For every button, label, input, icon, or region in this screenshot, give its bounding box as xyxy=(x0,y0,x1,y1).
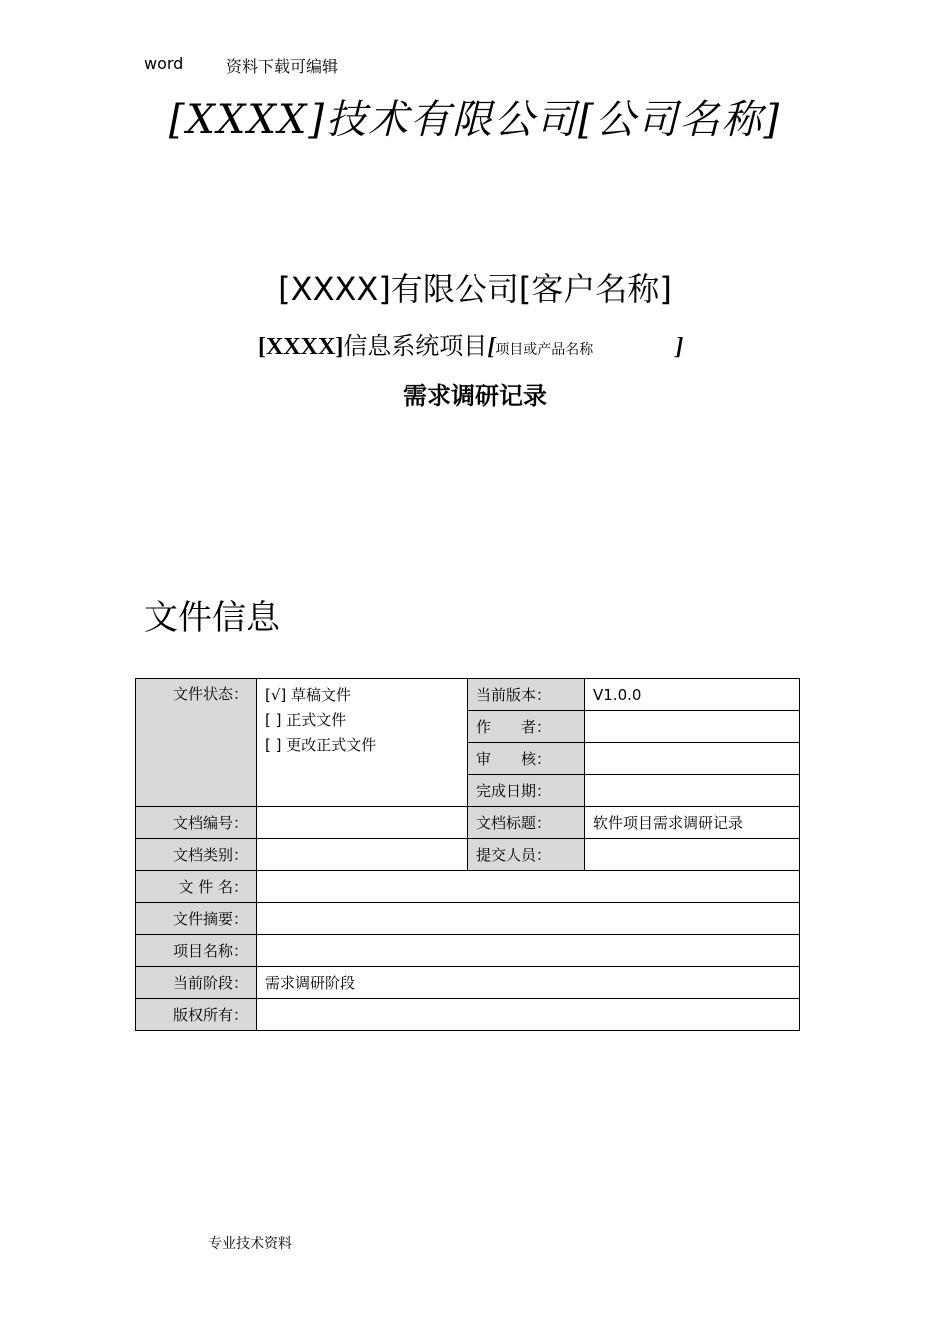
table-row xyxy=(136,903,800,935)
project-name: 项目或产品名称 xyxy=(495,342,594,358)
version-value: V1.0.0 xyxy=(585,679,800,711)
status-option-revised: [ ] 更改正式文件 xyxy=(265,736,377,754)
author-value xyxy=(585,711,800,743)
summary-value xyxy=(257,903,800,935)
table-row xyxy=(136,871,800,903)
status-option-draft: [√] 草稿文件 xyxy=(265,686,352,704)
client-title: [XXXX]有限公司[客户名称] xyxy=(278,270,672,308)
doctype-label: 文档类别： xyxy=(136,839,257,871)
doctitle-value: 软件项目需求调研记录 xyxy=(585,807,800,839)
table-row xyxy=(136,935,800,967)
document-subtitle: 需求调研记录 xyxy=(403,382,547,410)
project-close-bracket: ] xyxy=(675,334,684,360)
author-label: 作 者： xyxy=(468,711,585,743)
company-title: [XXXX]技术有限公司[公司名称] xyxy=(168,97,782,143)
project-main: 信息系统项目 xyxy=(343,332,488,360)
section-title: 文件信息 xyxy=(144,598,280,638)
date-label: 完成日期： xyxy=(468,775,585,807)
projname-value xyxy=(257,935,800,967)
copyright-label: 版权所有： xyxy=(136,999,257,1031)
table-row xyxy=(136,679,800,711)
copyright-value xyxy=(257,999,800,1031)
filename-value xyxy=(257,871,800,903)
projname-label: 项目名称： xyxy=(136,935,257,967)
stage-label: 当前阶段： xyxy=(136,967,257,999)
header-note: 资料下载可编辑 xyxy=(226,57,339,76)
doctitle-label: 文档标题： xyxy=(468,807,585,839)
status-label: 文件状态： xyxy=(136,679,257,807)
table-row xyxy=(136,807,800,839)
doctype-value xyxy=(257,839,468,871)
table-row xyxy=(136,999,800,1031)
project-prefix: [XXXX] xyxy=(258,334,344,360)
file-info-table xyxy=(135,678,800,1031)
project-title xyxy=(258,326,683,361)
table-row xyxy=(136,839,800,871)
docno-label: 文档编号： xyxy=(136,807,257,839)
docno-value xyxy=(257,807,468,839)
status-option-formal: [ ] 正式文件 xyxy=(265,711,347,729)
header-word: word xyxy=(144,54,184,73)
stage-value: 需求调研阶段 xyxy=(257,967,800,999)
project-open-bracket: [ xyxy=(487,334,496,360)
review-value xyxy=(585,743,800,775)
submitter-value xyxy=(585,839,800,871)
page-footer: 专业技术资料 xyxy=(208,1236,292,1252)
submitter-label: 提交人员： xyxy=(468,839,585,871)
filename-label: 文 件 名： xyxy=(136,871,257,903)
date-value xyxy=(585,775,800,807)
summary-label: 文件摘要： xyxy=(136,903,257,935)
status-options xyxy=(257,679,468,807)
version-label: 当前版本： xyxy=(468,679,585,711)
review-label: 审 核： xyxy=(468,743,585,775)
table-row xyxy=(136,967,800,999)
